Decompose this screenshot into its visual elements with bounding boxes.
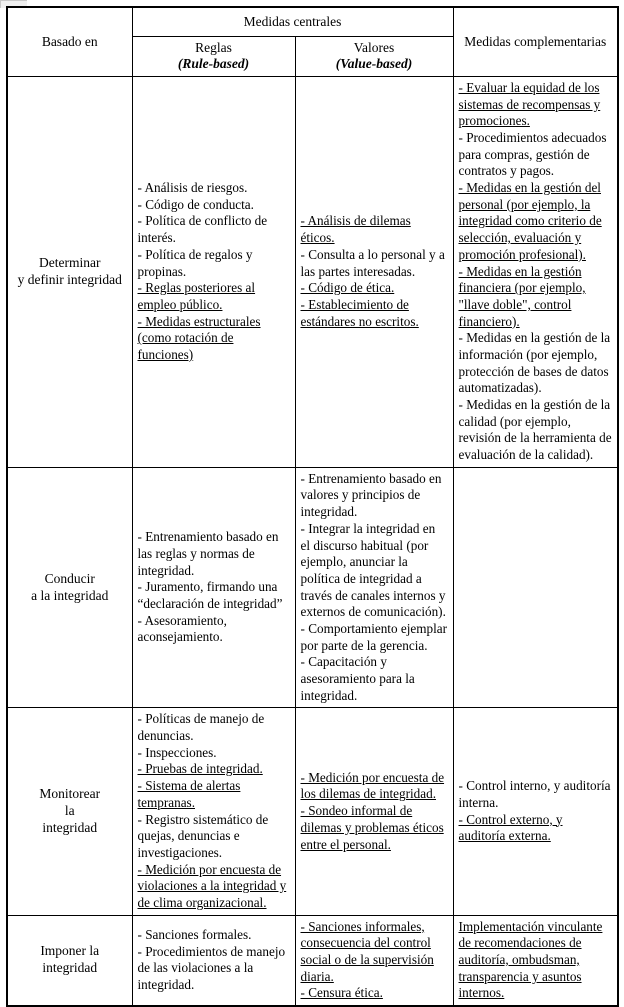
table-body [7,76,618,1006]
measure-item-text: - Medidas en la gestión de la calidad (por ejemplo, revisión de la herramienta de evaluación de la calidad). [458,397,612,463]
cell-imponer-complementary [453,915,618,1006]
table-row [7,467,618,708]
measure-list [459,919,613,1002]
header-valores [295,37,453,77]
measure-list [301,471,448,705]
measure-item-text: - Control interno, y auditoría interna. [458,778,611,810]
measure-item-text: - Reglas posteriores al empleo público. [137,280,256,312]
measure-list [301,770,448,853]
measure-item-text: - Establecimiento de estándares no escritos. [300,296,419,329]
measure-item-text: - Medidas estructurales (como rotación de funciones) [137,313,261,362]
measure-item [459,778,613,811]
cell-conducir-value-based [295,467,453,708]
measure-item [459,130,613,180]
measure-item [138,613,290,646]
measure-item [301,521,448,621]
measure-item [459,180,613,263]
header-valores-sublabel: (Value-based) [335,56,413,72]
header-medidas-centrales: Medidas centrales [132,7,453,37]
row-label-line: a la integridad [31,587,109,603]
measure-item [301,247,448,280]
measure-item-text: - Juramento, firmando una “declaración de integridad” [137,579,283,611]
measure-item-text: - Evaluar la equidad de los sistemas de recompensas y promociones. [458,79,601,129]
measure-item-text: - Integrar la integridad en el discurso habitual (por ejemplo, anunciar la política de integridad a través de canales internos y externos de comunicación). [300,520,446,620]
measure-item-text: - Políticas de manejo de denuncias. [137,711,265,744]
measure-item-text: - Sondeo informal de dilemas y problemas éticos entre el personal. [300,803,444,852]
measure-list [459,80,613,464]
row-label-conducir [7,467,132,708]
measure-list [138,711,290,911]
measure-item-text: - Asesoramiento, aconsejamiento. [137,612,227,645]
measure-item [138,314,290,364]
measure-item-text: - Política de conflicto de interés. [137,213,268,246]
measure-item [138,778,290,811]
row-label-line: Determinar [39,254,101,270]
measure-item [138,944,290,994]
measure-item [301,280,448,297]
integrity-measures-table-container [6,6,617,1007]
cell-monitorear-rule-based [132,708,295,915]
table-header-row-top [7,7,618,37]
measure-item [301,621,448,654]
measure-item-text: - Medidas en la gestión financiera (por ejemplo, "llave doble", control financiero). [458,263,586,329]
header-reglas [132,37,295,77]
table-row [7,915,618,1006]
measure-list [138,927,290,994]
header-basado-en: Basado en [7,7,132,76]
cell-imponer-value-based [295,915,453,1006]
measure-item [138,761,290,778]
measure-item-text: - Sanciones formales. [137,926,252,942]
measure-item [138,247,290,280]
measure-item [301,654,448,704]
measure-item-text: - Análisis de dilemas éticos. [300,213,411,246]
measure-item [459,264,613,331]
measure-item-text: - Pruebas de integridad. [137,761,263,777]
cell-determinar-value-based [295,76,453,467]
measure-item [138,529,290,579]
measure-item-text: - Censura ética. [300,985,383,1001]
measure-item [138,745,290,762]
measure-item-text: - Procedimientos adecuados para compras, gestión de contratos y pagos. [458,130,607,179]
measure-item-text: - Capacitación y asesoramiento para la integridad. [300,654,415,703]
measure-item-text: - Medición por encuesta de violaciones a la integridad y de clima organizacional. [137,861,287,910]
header-medidas-complementarias: Medidas complementarias [453,7,618,76]
cell-conducir-complementary [453,467,618,708]
row-label-line: integridad [42,960,98,976]
measure-item [138,579,290,612]
measure-item [301,297,448,330]
row-label-determinar [7,76,132,467]
measure-item-text: - Medidas en la gestión de la información (por ejemplo, protección de bases de datos automatizadas). [458,330,611,396]
measure-item-text: - Inspecciones. [137,744,217,760]
measure-item [459,330,613,397]
cell-conducir-rule-based [132,467,295,708]
measure-item-text: - Control externo, y auditoría externa. [458,811,563,844]
measure-item-text: - Entrenamiento basado en valores y principios de integridad. [300,470,442,520]
measure-item [138,927,290,944]
table-row [7,76,618,467]
measure-item [138,180,290,197]
row-label-imponer [7,915,132,1006]
measure-list [138,529,290,646]
cell-monitorear-complementary [453,708,618,915]
measure-item-text: Implementación vinculante de recomendaciones de auditoría, ombudsman, transparencia y asuntos internos. [458,918,603,1001]
measure-item [301,919,448,986]
measure-item [138,812,290,862]
row-label-monitorear [7,708,132,915]
cell-imponer-rule-based [132,915,295,1006]
measure-item-text: - Análisis de riesgos. [137,180,248,196]
measure-item [138,213,290,246]
measure-item [301,471,448,521]
measure-list [301,919,448,1002]
measure-list [301,213,448,330]
measure-item-text: - Entrenamiento basado en las reglas y normas de integridad. [137,529,279,578]
row-label-line: integridad [42,819,98,835]
measure-item [301,803,448,853]
measure-item-text: - Sanciones informales, consecuencia del control social o de la supervisión diaria. [300,918,434,984]
row-label-line: Conducir [44,570,95,586]
measure-list [138,180,290,364]
cell-determinar-complementary [453,76,618,467]
cell-monitorear-value-based [295,708,453,915]
measure-item-text: - Consulta a lo personal y a las partes interesadas. [300,246,445,279]
measure-item-text: - Código de conducta. [137,196,254,212]
measure-item-text: - Sistema de alertas tempranas. [137,778,241,810]
measure-item [459,919,613,1002]
measure-item [301,213,448,246]
row-label-line: Monitorear [39,786,101,802]
header-reglas-sublabel: (Rule-based) [177,56,250,72]
measure-item-text: - Medición por encuesta de los dilemas de integridad. [300,769,445,802]
measure-item [138,711,290,744]
measure-item [459,80,613,130]
measure-item [138,280,290,313]
measure-item [459,812,613,845]
measure-item [138,197,290,214]
measure-item-text: - Comportamiento ejemplar por parte de la gerencia. [300,620,447,653]
measure-item-text: - Procedimientos de manejo de las violaciones a la integridad. [137,943,286,993]
table-header [7,7,618,76]
measure-item-text: - Medidas en la gestión del personal (por ejemplo, la integridad como criterio de selección, evaluación y promoción profesional). [458,180,602,262]
measure-item [301,770,448,803]
cell-determinar-rule-based [132,76,295,467]
row-label-line: y definir integridad [17,271,122,287]
measure-item-text: - Política de regalos y propinas. [137,246,253,279]
integrity-measures-table [6,6,619,1007]
measure-item-text: - Código de ética. [300,280,395,296]
row-label-line: Imponer la [40,943,100,959]
measure-item [459,397,613,464]
measure-item-text: - Registro sistemático de quejas, denuncias e investigaciones. [137,811,269,860]
header-valores-label: Valores [353,40,395,55]
header-reglas-label: Reglas [195,40,232,55]
measure-item [301,985,448,1002]
measure-list [459,778,613,845]
row-label-line: la [64,803,75,819]
table-row [7,708,618,915]
